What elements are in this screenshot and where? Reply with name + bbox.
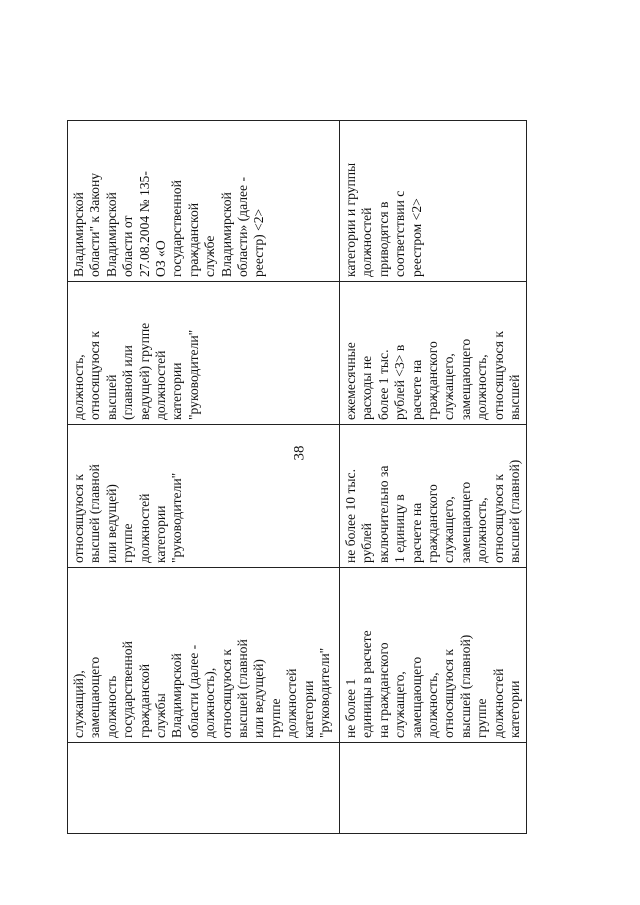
table-cell <box>68 743 340 834</box>
table-row <box>68 121 340 834</box>
page-number: 38 <box>291 445 308 461</box>
table-cell: относящуюся к высшей (главной или ведущей) группе должностей категории "руководители" <box>68 425 340 568</box>
table-cell: не более 1 единицы в расчете на гражданского служащего, замещающего должность, относящуюся к высшей (главной) группе должностей категории <box>340 568 527 743</box>
rotated-page-content <box>67 162 523 834</box>
table-cell: категории и группы должностей приводятся в соответствии с реестром <2> <box>340 121 527 282</box>
table-row <box>340 121 527 834</box>
table-cell: Владимирской области" к Закону Владимирской области от 27.08.2004 № 135- ОЗ «О государственной гражданской службе Владимирской области» (далее - реестр) <2> <box>68 121 340 282</box>
table-cell: не более 10 тыс. рублей включительно за 1 единицу в расчете на гражданского служащего, замещающего должность, относящуюся к высшей (главной) <box>340 425 527 568</box>
table-cell <box>340 743 527 834</box>
table-cell: ежемесячные расходы не более 1 тыс. рублей <3> в расчете на гражданского служащего, замещающего должность, относящуюся к высшей <box>340 282 527 425</box>
table-cell: должность, относящуюся к высшей (главной или ведущей) группе должностей категории "руководители" <box>68 282 340 425</box>
requirements-table <box>67 120 527 834</box>
table-cell: служащий), замещающего должность государственной гражданской службы Владимирской области (далее - должность), относящуюся к высшей (главной или ведущей) группе должностей категории "руководители" <box>68 568 340 743</box>
